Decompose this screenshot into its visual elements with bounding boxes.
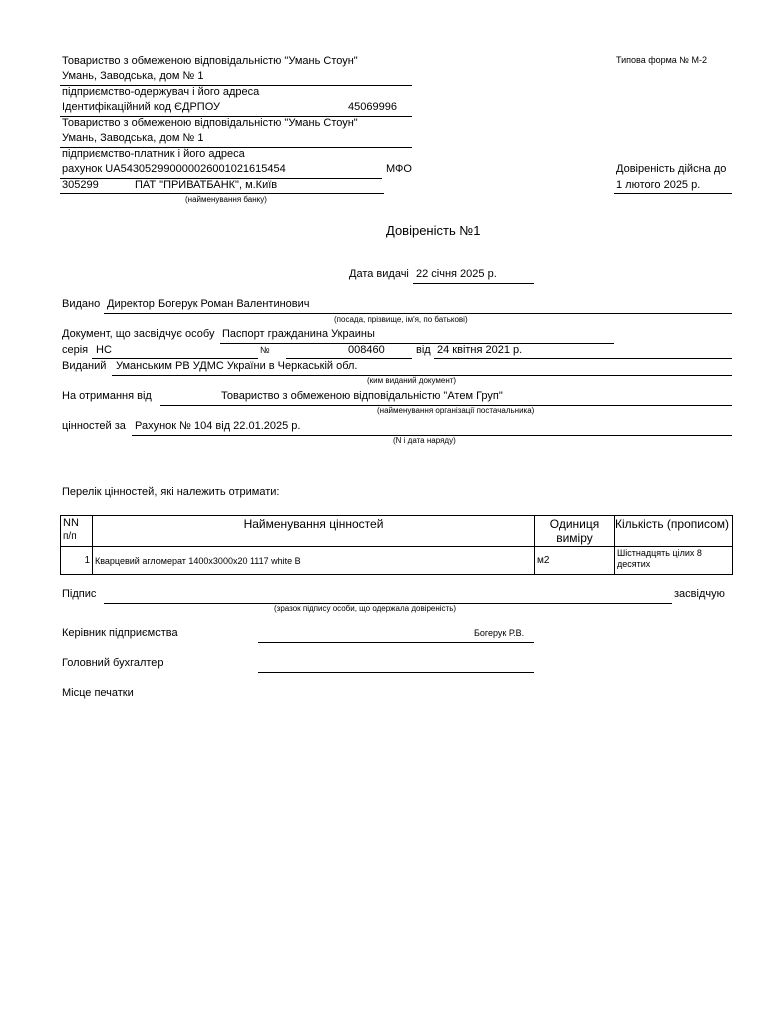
mfo-value: 305299 (62, 179, 99, 191)
divider (286, 358, 412, 359)
header-unit: Одиниця виміру (535, 516, 615, 547)
payer-caption: підприємство-платник і його адреса (62, 148, 245, 160)
payer-address: Умань, Заводська, дом № 1 (62, 132, 204, 144)
date-from-label: від (416, 344, 431, 356)
mfo-label: МФО (386, 163, 412, 175)
row-unit: м2 (535, 547, 615, 575)
edrpou-label: Ідентифікаційний код ЄДРПОУ (62, 101, 221, 113)
number-value: 008460 (348, 344, 385, 356)
head-signature-line (258, 642, 534, 643)
recipient-caption: підприємство-одержувач і його адреса (62, 86, 260, 98)
recipient-address: Умань, Заводська, дом № 1 (62, 70, 204, 82)
id-doc-label: Документ, що засвідчує особу (62, 328, 215, 340)
receive-from-label: На отримання від (62, 390, 152, 402)
row-item-name: Кварцевий агломерат 1400x3000x20 1117 white B (93, 547, 535, 575)
header-name: Найменування цінностей (93, 516, 535, 547)
certify-label: засвідчую (674, 588, 725, 600)
row-quantity: Шістнадцять цілих 8 десятих (615, 547, 733, 575)
invoice-ref: Рахунок № 104 від 22.01.2025 р. (135, 420, 301, 432)
accountant-label: Головний бухгалтер (62, 657, 164, 669)
items-table (60, 515, 733, 575)
supplier-name: Товариство з обмеженою відповідальністю "Атем Груп" (221, 390, 503, 402)
issued-to-caption: (посада, прізвище, ім'я, по батькові) (334, 315, 468, 324)
bank-name: ПАТ "ПРИВАТБАНК", м.Київ (135, 179, 278, 191)
recipient-name: Товариство з обмеженою відповідальністю "Умань Стоун" (62, 55, 358, 67)
series-label: серія (62, 344, 89, 356)
table-header-row (61, 516, 733, 547)
header-qty: Кількість (прописом) (615, 516, 733, 547)
payer-account: рахунок UA543052990000026001021615454 (62, 163, 286, 175)
divider (434, 358, 732, 359)
divider (413, 283, 534, 284)
supplier-caption: (найменування організації постачальника) (377, 406, 535, 415)
series-value: НС (96, 344, 112, 356)
issue-date-label: Дата видачі (349, 268, 409, 280)
validity-date: 1 лютого 2025 р. (616, 179, 701, 191)
invoice-caption: (N і дата наряду) (393, 436, 456, 445)
head-name: Богерук Р.В. (474, 628, 525, 638)
table-row (61, 547, 733, 575)
signature-caption: (зразок підпису особи, що одержала довіреність) (274, 604, 457, 613)
payer-name: Товариство з обмеженою відповідальністю "Умань Стоун" (62, 117, 358, 129)
document-title: Довіреність №1 (386, 223, 481, 238)
bank-caption: (найменування банку) (185, 195, 267, 204)
values-for-label: цінностей за (62, 420, 126, 432)
issued-to-label: Видано (62, 298, 101, 310)
row-number: 1 (61, 547, 93, 575)
accountant-signature-line (258, 672, 534, 673)
id-doc-value: Паспорт гражданина Украины (222, 328, 375, 340)
list-label: Перелік цінностей, які належить отримати: (62, 486, 280, 498)
divider (92, 358, 258, 359)
edrpou-value: 45069996 (348, 101, 397, 113)
stamp-label: Місце печатки (62, 687, 134, 699)
divider (60, 193, 384, 194)
number-label: № (260, 345, 270, 355)
validity-label: Довіреність дійсна до (616, 163, 727, 175)
divider (104, 313, 732, 314)
issued-by-value: Уманським РВ УДМС України в Черкаській обл. (116, 360, 358, 372)
signature-label: Підпис (62, 588, 97, 600)
header-nn: NN п/п (61, 516, 93, 547)
issued-by-label: Виданий (62, 360, 107, 372)
id-doc-date: 24 квітня 2021 р. (437, 344, 523, 356)
issue-date: 22 січня 2025 р. (416, 268, 497, 280)
divider (614, 193, 732, 194)
head-label: Керівник підприємства (62, 627, 178, 639)
issued-to-value: Директор Богерук Роман Валентинович (107, 298, 310, 310)
form-type: Типова форма № М-2 (616, 55, 707, 65)
issued-by-caption: (ким виданий документ) (367, 376, 457, 385)
